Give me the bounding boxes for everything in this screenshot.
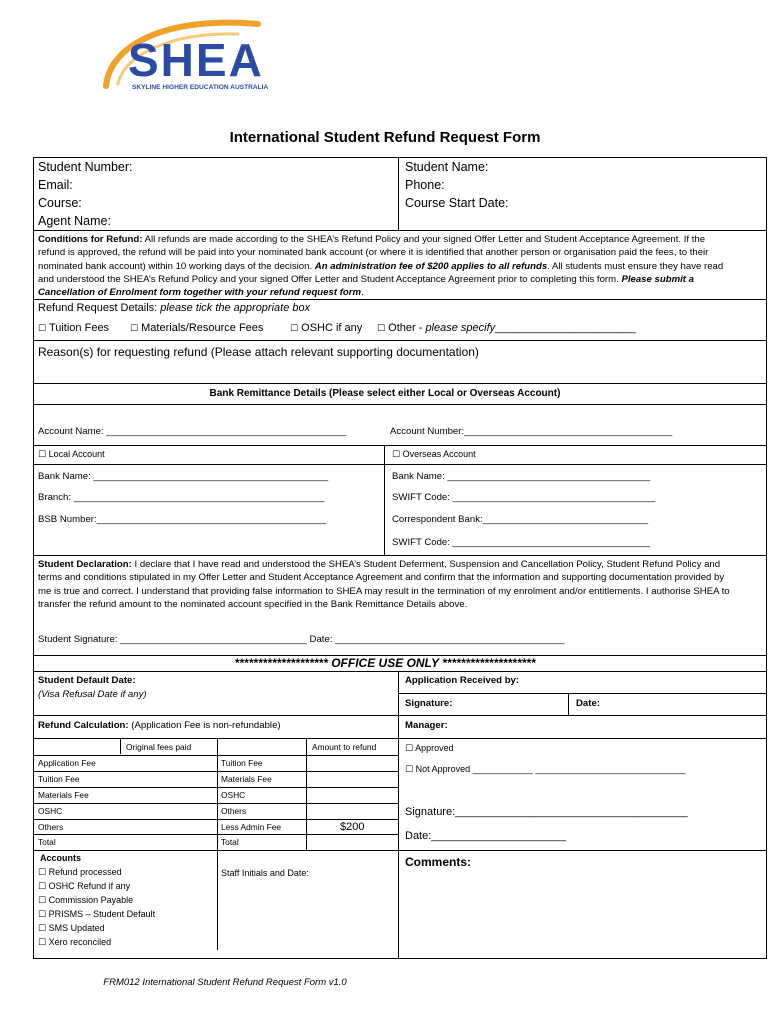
checkbox-icon[interactable]: ☐ <box>290 324 299 334</box>
table-row-label: OSHC <box>221 790 246 800</box>
admin-fee-amount: $200 <box>340 821 365 833</box>
local-bsb-field[interactable]: BSB Number:___________________________________________ <box>38 514 327 525</box>
approved-option[interactable] <box>405 743 454 754</box>
checkbox-icon[interactable]: ☐ <box>38 896 47 906</box>
conditions-heading: Conditions for Refund: <box>38 234 143 245</box>
divider <box>33 671 767 672</box>
table-rule <box>33 787 398 788</box>
checkbox-icon[interactable]: ☐ <box>405 744 414 754</box>
manager-date-field[interactable]: Date:______________________ <box>405 830 566 842</box>
phone-label: Phone: <box>405 178 445 192</box>
refund-request-details <box>38 302 310 314</box>
table-row-label: Tuition Fee <box>38 774 80 784</box>
accounts-item-label: Xero reconciled <box>48 937 112 947</box>
conditions-end: . <box>361 287 364 299</box>
accounts-item[interactable] <box>38 909 155 920</box>
not-approved-reason-field[interactable]: ____________ ______________________________ <box>472 764 686 774</box>
checkbox-icon[interactable]: ☐ <box>38 938 47 948</box>
local-account-label: Local Account <box>48 449 105 459</box>
overseas-swift-field[interactable]: SWIFT Code: ______________________________________ <box>392 492 656 503</box>
received-signature-label: Signature: <box>405 698 453 709</box>
table-rule <box>217 738 218 950</box>
office-use-banner <box>0 656 770 670</box>
checkbox-icon[interactable]: ☐ <box>38 868 47 878</box>
checkbox-icon[interactable]: ☐ <box>392 450 401 460</box>
table-rule <box>33 834 398 835</box>
accounts-item-label: SMS Updated <box>48 923 105 933</box>
checkbox-icon[interactable]: ☐ <box>38 450 47 460</box>
divider <box>398 850 767 851</box>
checkbox-icon[interactable]: ☐ <box>38 324 47 334</box>
correspondent-bank-field[interactable]: Correspondent Bank:_______________________________ <box>392 514 649 525</box>
accounts-item[interactable] <box>38 881 130 892</box>
divider <box>33 230 767 231</box>
logo-tagline: SKYLINE HIGHER EDUCATION AUSTRALIA <box>132 84 269 91</box>
refund-option-oshc[interactable] <box>290 322 362 334</box>
table-row-label: Less Admin Fee <box>221 822 282 832</box>
stars-left: ******************** <box>234 656 328 670</box>
refund-option-tuition[interactable] <box>38 322 109 334</box>
email-label: Email: <box>38 178 73 192</box>
form-title: International Student Refund Request Form <box>229 129 541 146</box>
local-branch-field[interactable]: Branch: _______________________________________________ <box>38 492 325 503</box>
refund-option-label: OSHC if any <box>301 322 363 334</box>
local-account-option[interactable] <box>38 449 105 460</box>
divider <box>398 157 399 230</box>
comments-label: Comments: <box>405 855 472 869</box>
accounts-item-label: Refund processed <box>48 867 122 877</box>
bank-heading: Bank Remittance Details (Please select either Local or Overseas Account) <box>209 388 561 399</box>
not-approved-option[interactable] <box>405 764 685 775</box>
overseas-account-label: Overseas Account <box>402 449 476 459</box>
table-rule <box>120 738 121 754</box>
cancellation-note: Please submit a Cancellation of Enrolment form together with your refund request form <box>38 273 694 299</box>
conditions-text: . All students must ensure they have read and understood the SHEA’s Refund Policy and your signed Offer Letter and Student Acceptance Agreement prior to completing this form. <box>38 260 724 285</box>
overseas-account-option[interactable] <box>392 449 476 460</box>
accounts-heading: Accounts <box>40 853 82 863</box>
table-row-label: Total <box>221 837 239 847</box>
table-row-label: Application Fee <box>38 758 96 768</box>
divider <box>33 340 767 341</box>
default-date-label: Student Default Date: <box>38 675 136 686</box>
table-rule <box>33 755 398 756</box>
refund-option-label: Materials/Resource Fees <box>141 322 264 334</box>
divider <box>33 445 767 446</box>
divider <box>33 738 767 739</box>
refund-option-materials[interactable] <box>130 322 263 334</box>
divider <box>398 693 767 694</box>
refund-calc-note: (Application Fee is non-refundable) <box>128 720 281 731</box>
checkbox-icon[interactable]: ☐ <box>377 324 386 334</box>
divider <box>33 383 767 384</box>
divider <box>568 693 569 715</box>
logo-wordmark: SHEA <box>128 34 264 86</box>
declaration-paragraph <box>38 558 738 611</box>
refund-option-label: Tuition Fees <box>48 322 110 334</box>
office-use-title: OFFICE USE ONLY <box>327 656 443 670</box>
checkbox-icon[interactable]: ☐ <box>38 882 47 892</box>
received-date-label: Date: <box>576 698 600 709</box>
accounts-item-label: OSHC Refund if any <box>48 881 131 891</box>
table-row-label: Others <box>38 822 64 832</box>
table-rule <box>33 819 398 820</box>
accounts-item-label: Commission Payable <box>48 895 134 905</box>
table-row-label: OSHC <box>38 806 63 816</box>
table-row-label: Others <box>221 806 247 816</box>
refund-option-other[interactable] <box>377 322 636 334</box>
table-rule <box>306 738 307 850</box>
shea-logo <box>98 14 328 94</box>
form-footer: FRM012 International Student Refund Request Form v1.0 <box>103 977 347 988</box>
divider <box>33 555 767 556</box>
divider <box>33 404 767 405</box>
checkbox-icon[interactable]: ☐ <box>38 924 47 934</box>
accounts-item[interactable] <box>38 923 105 934</box>
student-signature-field[interactable]: Student Signature: ___________________________________ Date: ___________________________________________ <box>38 634 565 645</box>
approved-label: Approved <box>415 743 454 753</box>
refund-option-label: Other - <box>388 322 426 334</box>
correspondent-swift-field[interactable]: SWIFT Code: _____________________________________ <box>392 537 651 548</box>
divider <box>384 445 385 555</box>
accounts-item-label: PRISMS – Student Default <box>48 909 156 919</box>
staff-initials-label: Staff Initials and Date: <box>221 868 309 878</box>
account-number-field[interactable]: Account Number:_______________________________________ <box>390 426 673 437</box>
col-original-fees: Original fees paid <box>126 742 192 752</box>
app-received-label: Application Received by: <box>405 675 520 686</box>
account-name-field[interactable]: Account Name: _____________________________________________ <box>38 426 347 437</box>
divider <box>33 715 767 716</box>
refund-calc-label: Refund Calculation: <box>38 720 129 731</box>
overseas-bank-name-field[interactable]: Bank Name: ______________________________________ <box>392 471 651 482</box>
checkbox-icon[interactable]: ☐ <box>38 910 47 920</box>
local-bank-name-field[interactable]: Bank Name: ____________________________________________ <box>38 471 329 482</box>
refund-details-label: Refund Request Details: <box>38 302 161 314</box>
table-row-label: Materials Fee <box>221 774 272 784</box>
checkbox-icon[interactable]: ☐ <box>130 324 139 334</box>
course-start-date-label: Course Start Date: <box>405 196 509 210</box>
refund-details-hint: please tick the appropriate box <box>160 302 311 314</box>
reasons-label: Reason(s) for requesting refund (Please attach relevant supporting documentation) <box>38 345 479 359</box>
declaration-text: I declare that I have read and understood the SHEA’s Student Deferment, Suspension and Cancellation Policy, Student Refund Policy and terms and conditions stipulated in my Offer Letter and Student Acceptance Agreement and confirm that the information and supporting documentation provided by me is true and correct. I understand that providing false information to SHEA may result in the termination of my enrolment and/or entitlements. I authorise SHEA to transfer the refund amount to the nominated account specified in the Bank Remittance Details above. <box>38 559 730 610</box>
divider <box>398 671 399 959</box>
table-rule <box>33 803 398 804</box>
not-approved-label: Not Approved <box>415 764 471 774</box>
conditions-paragraph <box>38 233 728 299</box>
stars-right: ******************** <box>442 656 536 670</box>
other-specify-field[interactable]: _______________________ <box>495 322 636 334</box>
conditions-text: All refunds are made according to the SHEA’s Refund Policy and your signed Offer Letter and Student Acceptance Agreement. If the refund is approved, the refund will be paid into your nominated bank account (or where it is identified that another person or organisation paid the fees, to their nominated bank account) within 10 working days of the decision. <box>38 234 709 272</box>
table-row-label: Tuition Fee <box>221 758 263 768</box>
manager-label: Manager: <box>405 720 448 731</box>
course-label: Course: <box>38 196 82 210</box>
student-number-label: Student Number: <box>38 160 133 174</box>
table-rule <box>33 771 398 772</box>
refund-calculation <box>38 720 281 731</box>
other-hint: please specify <box>425 322 496 334</box>
table-rule <box>33 850 398 851</box>
divider <box>33 464 767 465</box>
declaration-heading: Student Declaration: <box>38 559 132 570</box>
accounts-item[interactable] <box>38 895 133 906</box>
agent-name-label: Agent Name: <box>38 214 111 228</box>
visa-refusal-label: (Visa Refusal Date if any) <box>38 689 147 700</box>
admin-fee-note: An administration fee of $200 applies to all refunds <box>314 260 548 272</box>
accounts-item[interactable] <box>38 937 111 948</box>
student-name-label: Student Name: <box>405 160 489 174</box>
table-row-label: Materials Fee <box>38 790 89 800</box>
col-amount-refund: Amount to refund <box>312 742 377 752</box>
accounts-item[interactable] <box>38 867 122 878</box>
checkbox-icon[interactable]: ☐ <box>405 765 414 775</box>
manager-signature-field[interactable]: Signature:______________________________________ <box>405 806 688 818</box>
table-row-label: Total <box>38 837 56 847</box>
